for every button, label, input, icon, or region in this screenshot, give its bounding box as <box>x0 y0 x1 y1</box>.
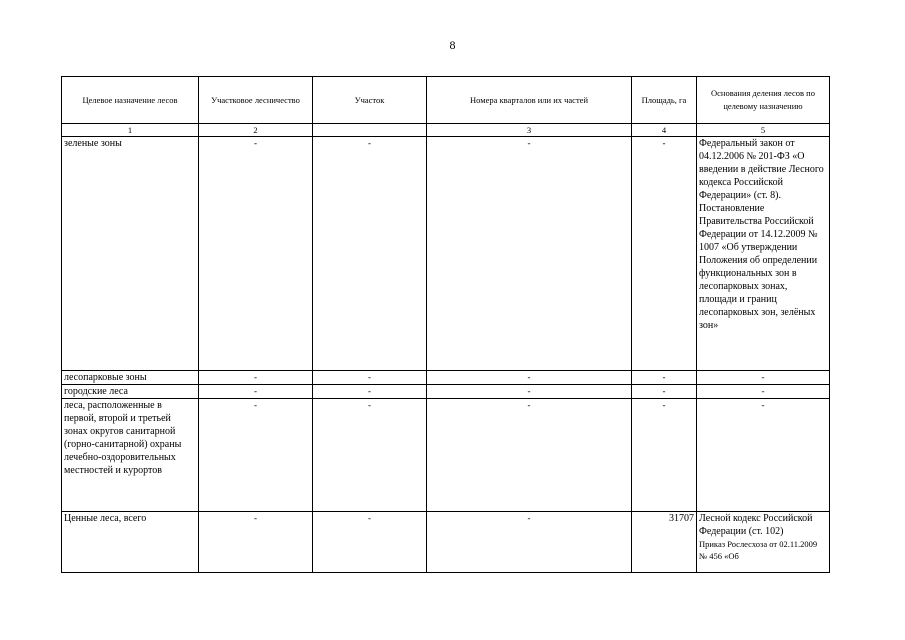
header-quarters: Номера кварталов или их частей <box>427 77 632 124</box>
quarters-cell: - <box>427 137 632 371</box>
forestry-cell: - <box>199 137 313 371</box>
basis-cell <box>697 512 830 573</box>
column-number: 3 <box>427 124 632 137</box>
area-cell: - <box>632 371 697 385</box>
area-cell: - <box>632 399 697 512</box>
quarters-cell: - <box>427 512 632 573</box>
area-cell: 31707 <box>632 512 697 573</box>
column-number <box>313 124 427 137</box>
table-row <box>62 137 830 371</box>
forestry-cell: - <box>199 512 313 573</box>
plot-cell: - <box>313 137 427 371</box>
basis-cell: - <box>697 385 830 399</box>
plot-cell: - <box>313 385 427 399</box>
purpose-cell: леса, расположенные в первой, второй и третьей зонах округов санитарной (горно-санитарной) охраны лечебно-оздоровительных местностей и курортов <box>62 399 199 512</box>
basis-cell: Федеральный закон от 04.12.2006 № 201-ФЗ «О введении в действие Лесного кодекса Российской Федерации» (ст. 8). Постановление Правительства Российской Федерации от 14.12.2009 № 1007 «Об утверждении Положения об определении функциональных зон в лесопарковых зонах, площади и границ лесопарковых зон, зелёных зон» <box>697 137 830 371</box>
column-number: 2 <box>199 124 313 137</box>
header-area: Площадь, га <box>632 77 697 124</box>
plot-cell: - <box>313 512 427 573</box>
table-row <box>62 385 830 399</box>
forestry-cell: - <box>199 399 313 512</box>
area-cell: - <box>632 137 697 371</box>
header-plot: Участок <box>313 77 427 124</box>
column-number: 5 <box>697 124 830 137</box>
forestry-cell: - <box>199 385 313 399</box>
basis-note: Приказ Рослесхоза от 02.11.2009 № 456 «Об <box>699 539 818 561</box>
header-purpose: Целевое назначение лесов <box>62 77 199 124</box>
basis-cell: - <box>697 399 830 512</box>
table-row <box>62 512 830 573</box>
purpose-cell: Ценные леса, всего <box>62 512 199 573</box>
area-cell: - <box>632 385 697 399</box>
quarters-cell: - <box>427 385 632 399</box>
basis-text: Лесной кодекс Российской Федерации (ст. 102) <box>699 513 813 537</box>
header-basis: Основания деления лесов по целевому назначению <box>697 77 830 124</box>
purpose-cell: лесопарковые зоны <box>62 371 199 385</box>
column-number: 4 <box>632 124 697 137</box>
plot-cell: - <box>313 371 427 385</box>
quarters-cell: - <box>427 371 632 385</box>
header-row <box>62 77 830 124</box>
plot-cell: - <box>313 399 427 512</box>
forest-purpose-table <box>61 76 830 573</box>
header-forestry: Участковое лесничество <box>199 77 313 124</box>
column-number-row <box>62 124 830 137</box>
basis-cell: - <box>697 371 830 385</box>
table-row <box>62 399 830 512</box>
forestry-cell: - <box>199 371 313 385</box>
purpose-cell: городские леса <box>62 385 199 399</box>
quarters-cell: - <box>427 399 632 512</box>
page-number: 8 <box>449 38 456 52</box>
purpose-cell: зеленые зоны <box>62 137 199 371</box>
column-number: 1 <box>62 124 199 137</box>
table-row <box>62 371 830 385</box>
